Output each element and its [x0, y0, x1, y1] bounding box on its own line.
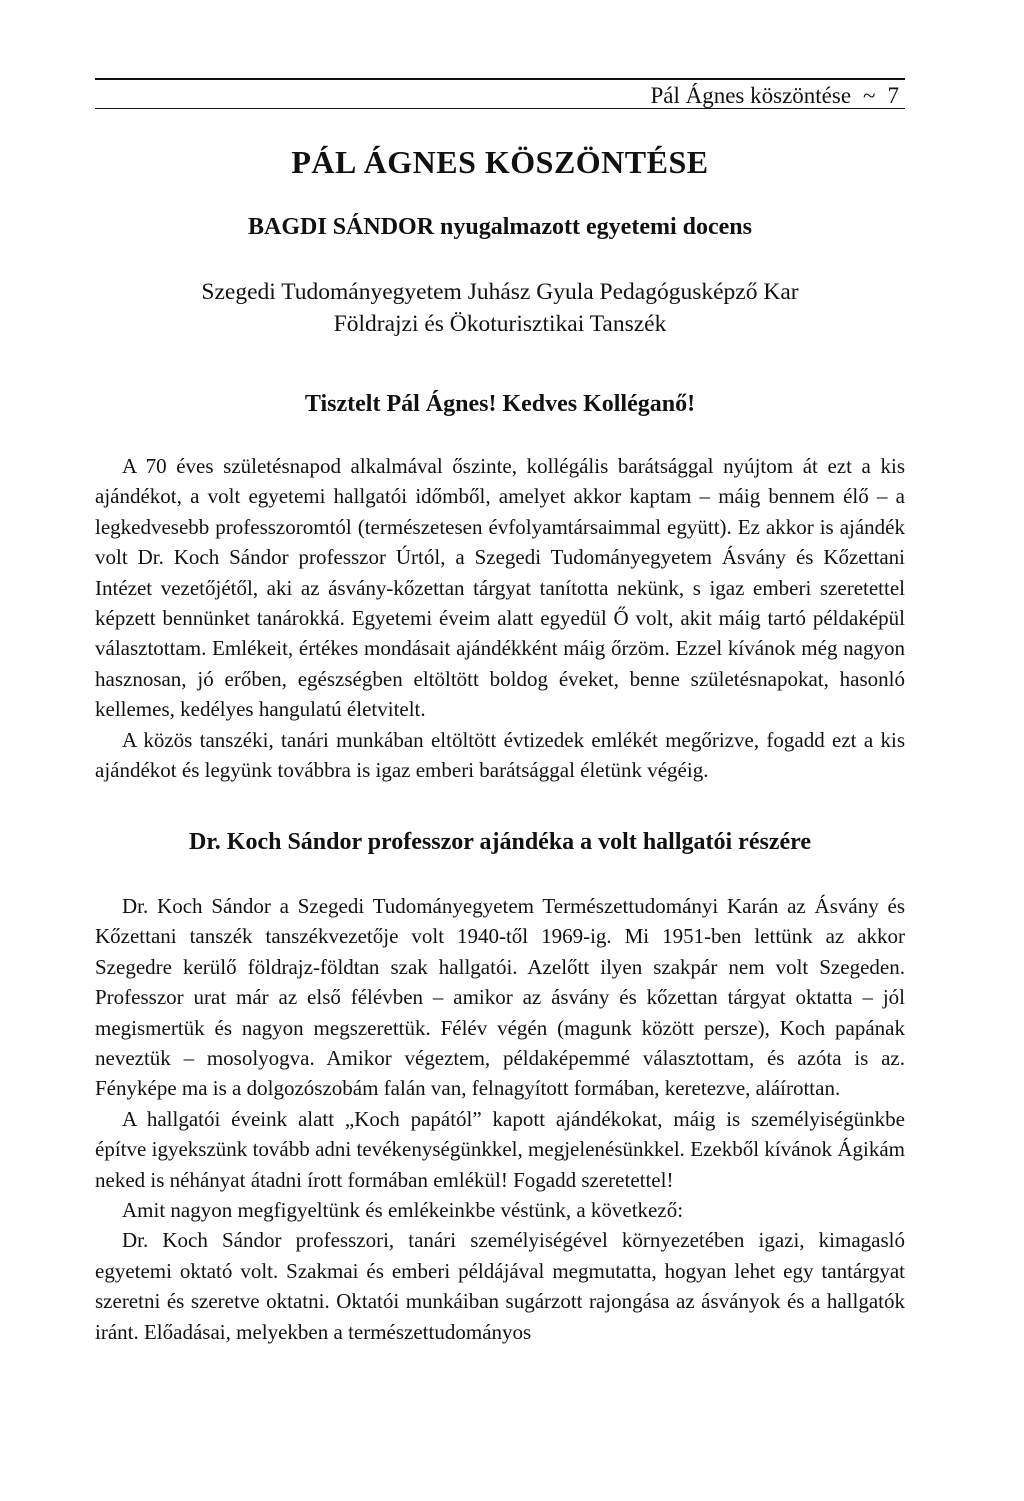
paragraph: Amit nagyon megfigyeltünk és emlékeinkbe véstünk, a következő:	[122, 1198, 684, 1223]
running-head	[95, 78, 905, 108]
paragraph: A hallgatói éveink alatt „Koch papától” kapott ajándékokat, máig is személyiségünkbe építve igyekszünk tovább adni tevékenységünkkel, megjelenésünkkel. Ezekből kívánok Ágikám neked is néhányat átadni írott formában emlékül! Fogadd szeretettel!	[95, 1106, 905, 1192]
article-title: PÁL ÁGNES KÖSZÖNTÉSE	[291, 144, 709, 180]
paragraph: A közös tanszéki, tanári munkában eltöltött évtizedek emlékét megőrizve, fogadd ezt a kis ajándékot és legyünk továbbra is igaz emberi barátsággal életünk végéig.	[95, 727, 905, 783]
page-number: 7	[887, 83, 899, 108]
author-line: BAGDI SÁNDOR nyugalmazott egyetemi docens	[248, 214, 752, 240]
section-greeting	[95, 451, 905, 785]
running-head-text	[650, 84, 899, 108]
section-koch	[95, 891, 905, 1347]
header-rule-top	[95, 78, 905, 80]
paragraph: A 70 éves születésnapod alkalmával őszinte, kollégális barátsággal nyújtom át ezt a kis ajándékot, a volt egyetemi hallgatói időmből, amelyet akkor kaptam – máig bennem élő – a legkedvesebb professzoromtól (természetesen évfolyamtársaimmal együtt). Ez akkor is ajándék volt Dr. Koch Sándor professzor Úrtól, a Szegedi Tudományegyetem Ásvány és Kőzettani Intézet vezetőjétől, aki az ásvány-kőzettan tárgyat tanította nekünk, s igaz emberi szeretettel képzett bennünket tanárokká. Egyetemi éveim alatt egyedül Ő volt, akit máig tartó példaképül választottam. Emlékeit, értékes mondásait ajándékként máig őrzöm. Ezzel kívánok még nagyon hasznosan, jó erőben, egészségben eltöltött boldog éveket, benne születésnapokat, hasonló kellemes, kedélyes hangulatú életvitelt.	[95, 454, 905, 722]
header-rule-bottom	[95, 108, 905, 109]
running-head-title: Pál Ágnes köszöntése	[650, 83, 852, 108]
salutation: Tisztelt Pál Ágnes! Kedves Kolléganő!	[304, 391, 696, 417]
affiliation	[95, 276, 905, 340]
section-heading: Dr. Koch Sándor professzor ajándéka a volt hallgatói részére	[189, 829, 811, 855]
running-head-separator: ~	[863, 83, 876, 108]
affiliation-line-2: Földrajzi és Ökoturisztikai Tanszék	[333, 311, 667, 337]
affiliation-line-1: Szegedi Tudományegyetem Juhász Gyula Pedagógusképző Kar	[201, 279, 799, 305]
paragraph: Dr. Koch Sándor a Szegedi Tudományegyetem Természettudományi Karán az Ásvány és Kőzettani tanszék tanszékvezetője volt 1940-től 1969-ig. Mi 1951-ben lettünk az akkor Szegedre kerülő földrajz-földtan szak hallgatói. Azelőtt ilyen szakpár nem volt Szegeden. Professzor urat már az első félévben – amikor az ásvány és kőzettan tárgyat oktatta – jól megismertük és nagyon megszerettük. Félév végén (magunk között persze), Koch papának neveztük – mosolyogva. Amikor végeztem, példaképemmé választottam, és azóta is az. Fényképe ma is a dolgozószobám falán van, felnagyított formában, keretezve, aláírottan.	[95, 894, 905, 1101]
paragraph: Dr. Koch Sándor professzori, tanári személyiségével környezetében igazi, kimagasló egyetemi oktató volt. Szakmai és emberi példájával megmutatta, hogyan lehet egy tantárgyat szeretni és szeretve oktatni. Oktatói munkáiban sugárzott rajongása az ásványok és a hallgatók iránt. Előadásai, melyekben a természettudományos	[95, 1228, 905, 1344]
